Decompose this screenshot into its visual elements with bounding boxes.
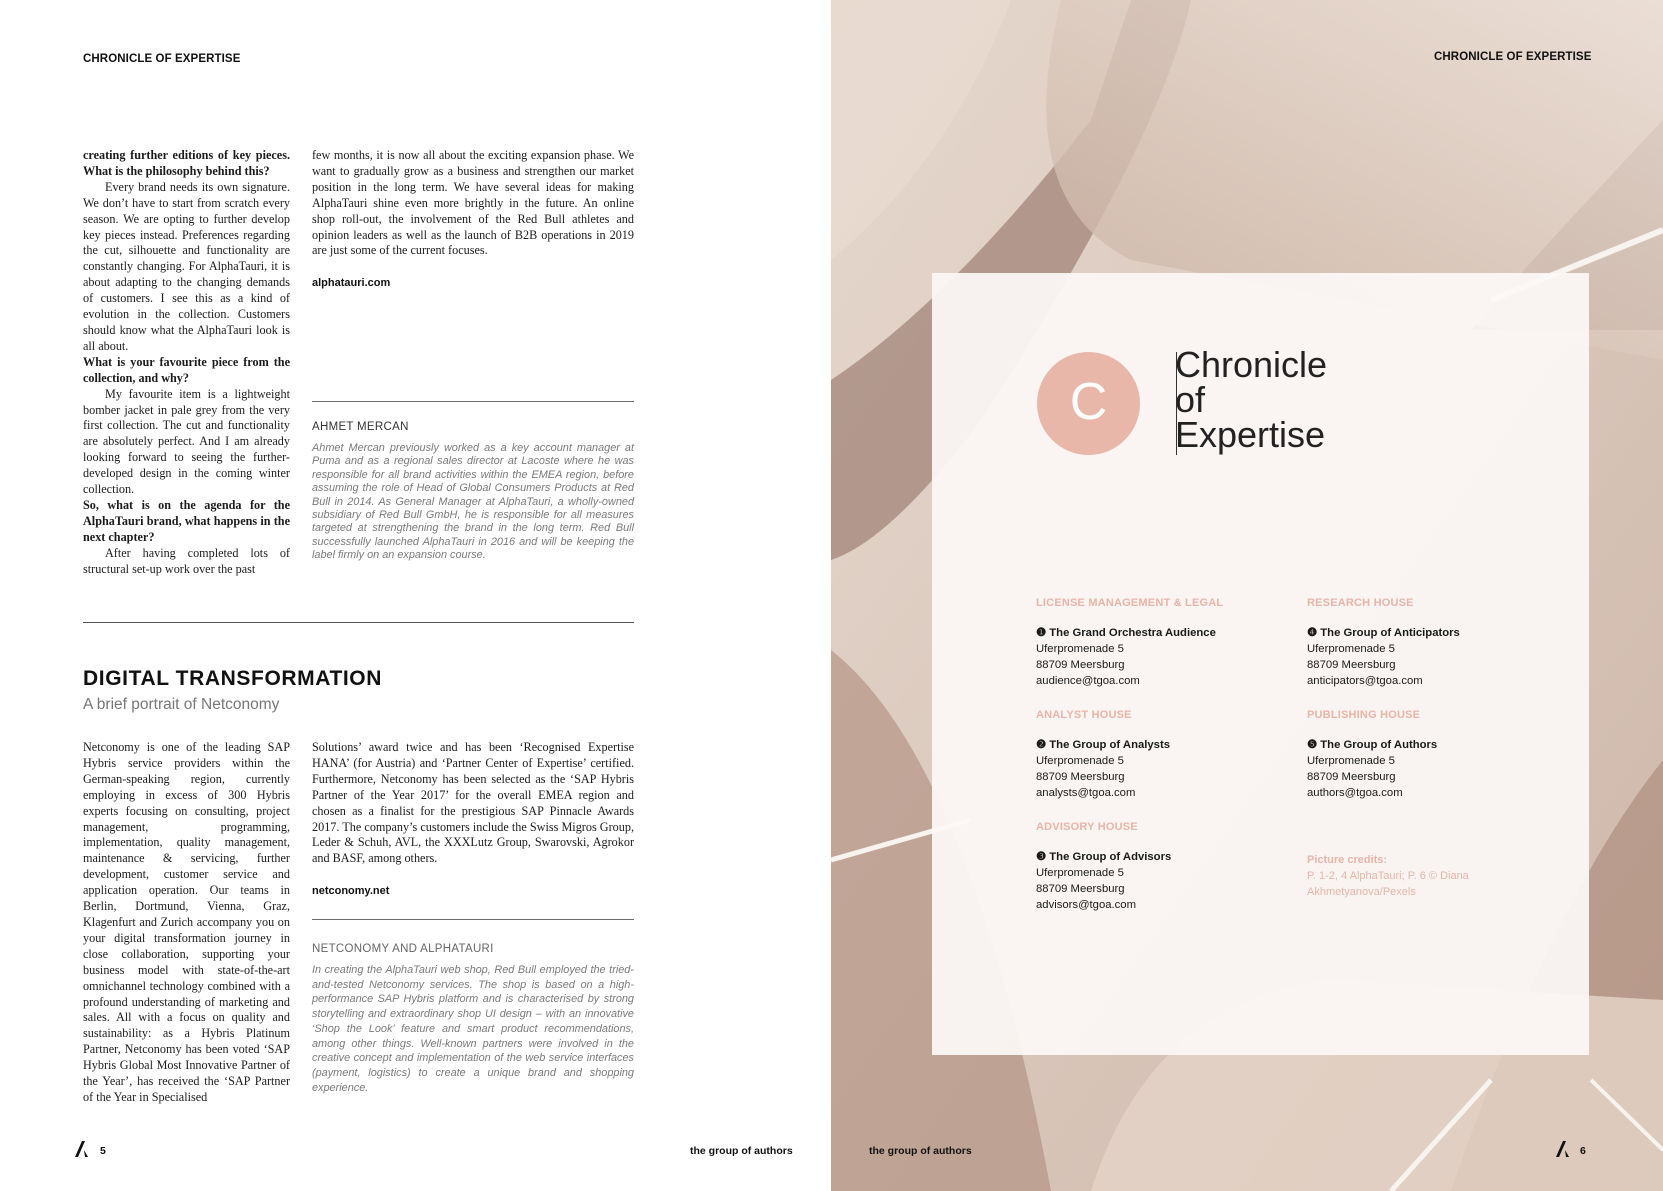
- logo-text-line-3: Expertise: [1175, 414, 1326, 455]
- interview-answer: After having completed lots of structural set-up work over the past: [83, 545, 290, 576]
- interview-question: What is your favourite piece from the collection, and why?: [83, 354, 290, 385]
- bio2-divider: [312, 919, 634, 920]
- number-icon: ❸: [1036, 851, 1047, 863]
- address-city: 88709 Meersburg: [1036, 771, 1125, 783]
- logo-text-line-2: of: [1175, 379, 1206, 420]
- running-head-left: CHRONICLE OF EXPERTISE: [83, 53, 241, 65]
- address-name: [1036, 849, 1171, 865]
- address-street: Uferpromenade 5: [1307, 755, 1395, 767]
- address: [1036, 737, 1170, 801]
- address-name-text: The Group of Anticipators: [1320, 627, 1460, 639]
- section-heading: PUBLISHING HOUSE: [1307, 709, 1421, 721]
- article-column-2: [312, 740, 634, 867]
- number-icon: ❹: [1307, 627, 1318, 639]
- address-name: [1307, 625, 1460, 641]
- address-name-text: The Grand Orchestra Audience: [1049, 627, 1216, 639]
- footer-right: the group of authors: [869, 1145, 972, 1157]
- address-name: [1036, 737, 1170, 753]
- running-head-right: CHRONICLE OF EXPERTISE: [1434, 51, 1592, 63]
- address-name: [1036, 625, 1223, 641]
- address-email[interactable]: advisors@tgoa.com: [1036, 899, 1137, 911]
- interview-answer: Every brand needs its own signature. We don’t have to start from scratch every season. We are opting to further develop key pieces instead. Preferences regarding the cut, silhouette and functionality are constantly changing. For AlphaTauri, it is about adapting to the changing demands of customers. I see this as a kind of evolution in the collection. Customers should know what the AlphaTauri look is all about.: [83, 179, 290, 353]
- interview-question: creating further editions of key pieces. What is the philosophy behind this?: [83, 148, 290, 178]
- address-email[interactable]: anticipators@tgoa.com: [1307, 675, 1423, 687]
- bio2-name: NETCONOMY AND ALPHATAURI: [312, 943, 494, 955]
- section-heading: ANALYST HOUSE: [1036, 709, 1132, 721]
- address-name: [1307, 737, 1437, 753]
- address-street: Uferpromenade 5: [1036, 755, 1124, 767]
- section-heading: LICENSE MANAGEMENT & LEGAL: [1036, 597, 1224, 609]
- interview-column-2: [312, 148, 634, 259]
- address-block-license: [1036, 597, 1223, 689]
- interview-answer: My favourite item is a lightweight bomber jacket in pale grey from the very first collection. The cut and functionality are absolutely perfect. And I am already looking forward to seeing the further-developed design in the coming winter collection.: [83, 386, 290, 497]
- address-email[interactable]: audience@tgoa.com: [1036, 675, 1140, 687]
- address-city: 88709 Meersburg: [1036, 659, 1125, 671]
- number-icon: ❷: [1036, 739, 1047, 751]
- address: [1036, 625, 1223, 689]
- section-subtitle: A brief portrait of Netconomy: [83, 696, 280, 713]
- bio1-divider: [312, 401, 634, 402]
- section-divider: [83, 622, 634, 623]
- chronicle-logo-text: [1175, 344, 1328, 455]
- section-heading: ADVISORY HOUSE: [1036, 821, 1138, 833]
- interview-question: So, what is on the agenda for the AlphaTauri brand, what happens in the next chapter?: [83, 497, 290, 544]
- footer-left: the group of authors: [690, 1145, 793, 1157]
- article-column-1: [83, 740, 290, 1106]
- section-heading: RESEARCH HOUSE: [1307, 597, 1414, 609]
- article-column-2-text: Solutions’ award twice and has been ‘Recognised Expertise HANA’ (for Austria) and ‘Partner Center of Expertise’ certified. Furthermore, Netconomy has been selected as the ‘SAP Hybris Partner of the Year 2017’ for the overall EMEA region and chosen as a finalist for the prestigious SAP Pinnacle Awards 2017. The company’s customers include the Swiss Migros Group, Leder & Schuh, AVL, the XXXLutz Group, Swarovski, Agrokor and BASF, among others.: [312, 740, 634, 866]
- bio1-name: AHMET MERCAN: [312, 421, 409, 433]
- netconomy-link[interactable]: netconomy.net: [312, 885, 390, 897]
- address-email[interactable]: authors@tgoa.com: [1307, 787, 1403, 799]
- picture-credits: [1307, 852, 1497, 900]
- address-street: Uferpromenade 5: [1036, 867, 1124, 879]
- address: [1307, 737, 1437, 801]
- interview-column-2-text: few months, it is now all about the exciting expansion phase. We want to gradually grow as a business and strengthen our market position in the long term. We have several ideas for making AlphaTauri shine even more brightly in the future. An online shop roll-out, the involvement of the Red Bull athletes and opinion leaders as well as the launch of B2B operations in 2019 are just some of the current focuses.: [312, 148, 634, 258]
- address-email[interactable]: analysts@tgoa.com: [1036, 787, 1136, 799]
- page-number-right: 6: [1580, 1145, 1586, 1157]
- publisher-logo-icon: [1556, 1141, 1570, 1157]
- address-block-publishing: [1307, 709, 1437, 801]
- address-block-analyst: [1036, 709, 1170, 801]
- address: [1307, 625, 1460, 689]
- interview-column-1: [83, 148, 290, 577]
- address-street: Uferpromenade 5: [1307, 643, 1395, 655]
- address-street: Uferpromenade 5: [1036, 643, 1124, 655]
- page-number-left: 5: [100, 1145, 106, 1157]
- address-name-text: The Group of Authors: [1320, 739, 1438, 751]
- address-city: 88709 Meersburg: [1307, 771, 1396, 783]
- bio1-text: Ahmet Mercan previously worked as a key account manager at Puma and as a regional sales director at Lacoste where he was responsible for all brand activities within the EMEA region, before assuming the role of Head of Global Consumers Products at Red Bull in 2014. As General Manager at AlphaTauri, a wholly-owned subsidiary of Red Bull GmbH, he is responsible for all measures targeted at strengthening the brand in the long term. Red Bull successfully launched AlphaTauri in 2016 and will be keeping the label firmly on an expansion course.: [312, 442, 634, 562]
- address: [1036, 849, 1171, 913]
- address-city: 88709 Meersburg: [1307, 659, 1396, 671]
- address-name-text: The Group of Advisors: [1049, 851, 1172, 863]
- publisher-logo-icon: [75, 1141, 89, 1157]
- bio2-text: In creating the AlphaTauri web shop, Red Bull employed the tried-and-tested Netconomy services. The shop is based on a high-performance SAP Hybris platform and is characterised by strong storytelling and extraordinary shop UI design – with an innovative ‘Shop the Look’ feature and smart product recommendations, among other things. Well-known partners were involved in the creative concept and implementation of the web service interfaces (payment, logistics) to create a unique brand and shopping experience.: [312, 964, 634, 1094]
- address-name-text: The Group of Analysts: [1049, 739, 1171, 751]
- address-block-research: [1307, 597, 1460, 689]
- alphatauri-link[interactable]: alphatauri.com: [312, 277, 391, 289]
- credits-text: P. 1-2, 4 AlphaTauri; P. 6 © Diana Akhmetyanova/Pexels: [1307, 870, 1469, 898]
- number-icon: ❶: [1036, 627, 1047, 639]
- credits-title: Picture credits:: [1307, 854, 1388, 866]
- address-city: 88709 Meersburg: [1036, 883, 1125, 895]
- article-column-1-text: Netconomy is one of the leading SAP Hybris service providers within the German-speaking region, currently employing in excess of 300 Hybris experts focusing on consulting, project management, programming, implementation, quality management, maintenance & servicing, further development, customer service and application operation. Our teams in Berlin, Dortmund, Vienna, Graz, Klagenfurt and Zurich accompany you on your digital transformation journey in close collaboration, supporting your business model with state-of-the-art omnichannel technology combined with a profound understanding of marketing and sales. All with a focus on quality and sustainability: as a Hybris Platinum Partner, Netconomy has been voted ‘SAP Hybris Global Most Innovative Partner of the Year’, has received the ‘SAP Partner of the Year in Specialised: [83, 740, 290, 1104]
- logo-text-line-1: Chronicle: [1175, 344, 1328, 385]
- address-block-advisory: [1036, 821, 1171, 913]
- chronicle-logo-letter: C: [1069, 373, 1108, 431]
- section-title: DIGITAL TRANSFORMATION: [83, 667, 383, 690]
- number-icon: ❺: [1307, 739, 1318, 751]
